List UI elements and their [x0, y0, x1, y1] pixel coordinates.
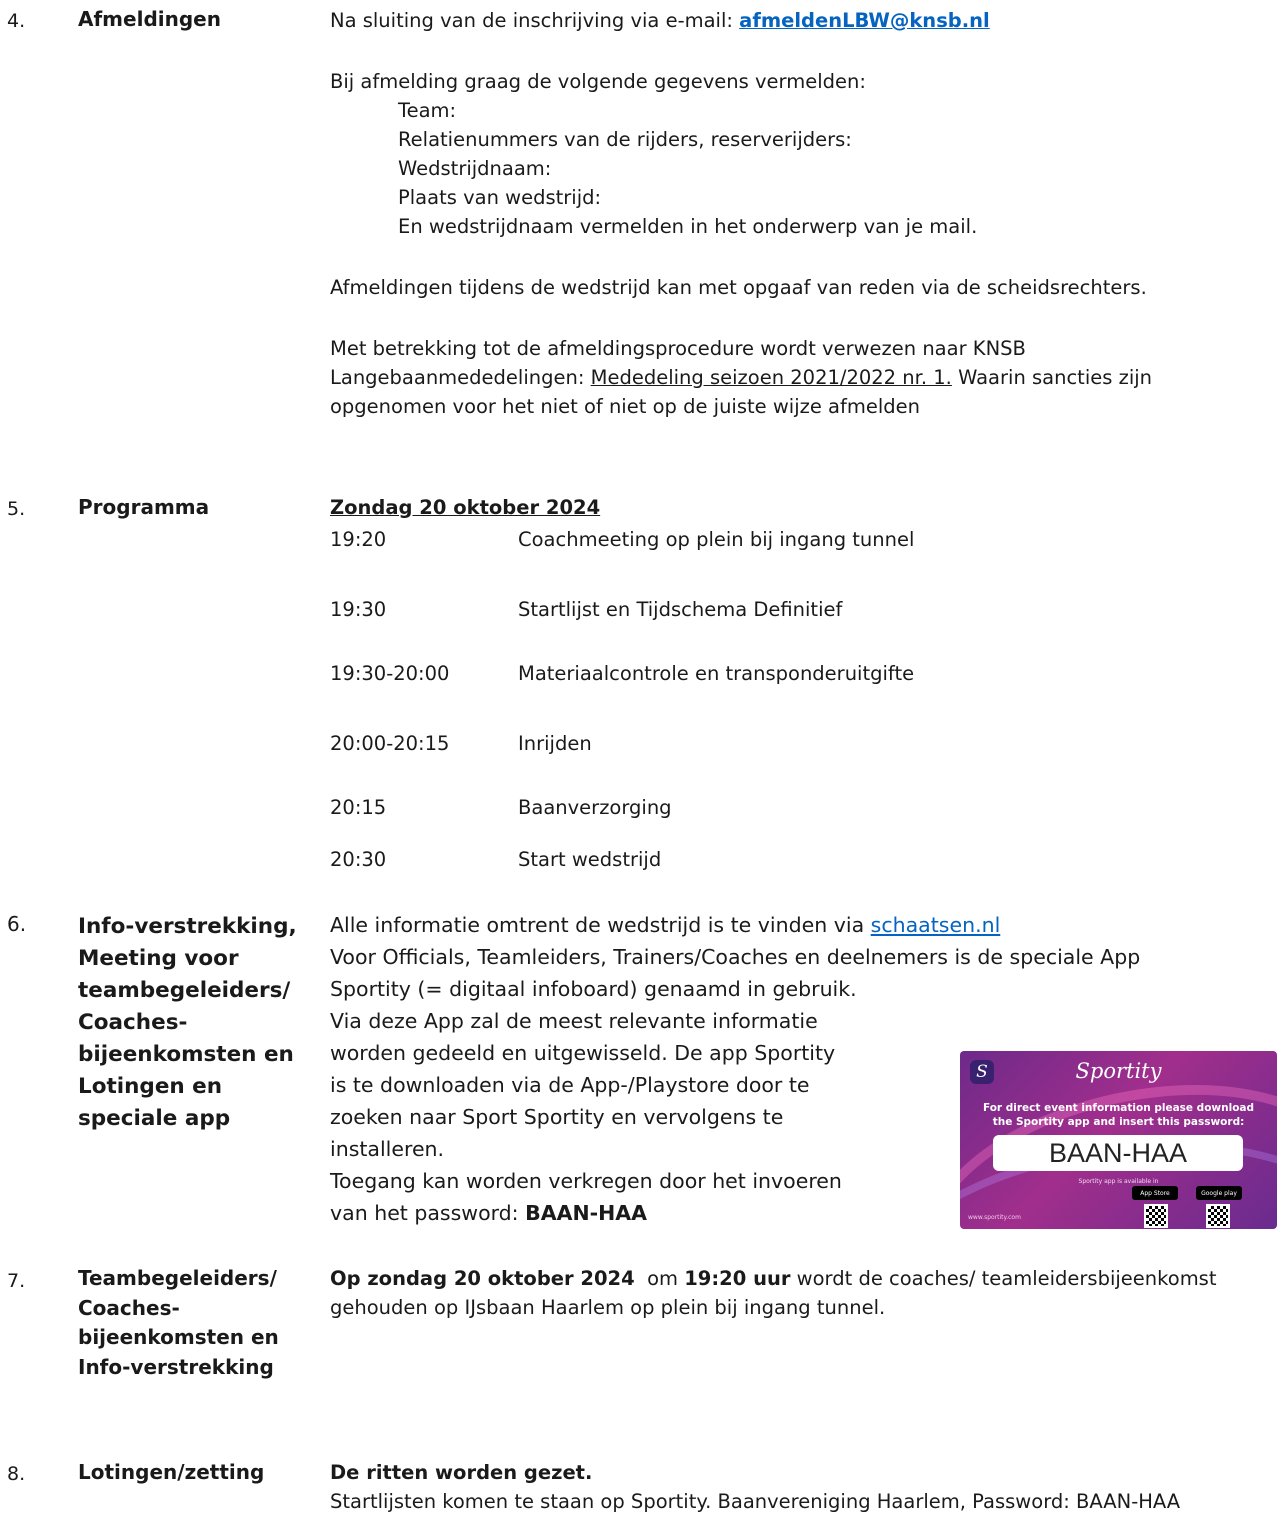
- password-text: BAAN-HAA: [525, 1201, 648, 1225]
- text-line: gehouden op IJsbaan Haarlem op plein bij ingang tunnel.: [330, 1296, 886, 1319]
- text-line: Met betrekking tot de afmeldingsprocedure wordt verwezen naar KNSB: [330, 337, 1026, 360]
- text: Waarin sancties zijn: [951, 366, 1153, 389]
- text-line: Toegang kan worden verkregen door het invoeren: [330, 1169, 842, 1193]
- text-line: opgenomen voor het niet of niet op de juiste wijze afmelden: [330, 395, 921, 418]
- section-number: 8.: [7, 1463, 26, 1485]
- title-line: Info-verstrekking,: [78, 914, 297, 939]
- qr-code-icon: [1206, 1204, 1230, 1228]
- section-number: 5.: [7, 498, 26, 520]
- section-title-block: [78, 911, 297, 1135]
- text-line: [330, 1267, 1217, 1290]
- detail-item: En wedstrijdnaam vermelden in het onderwerp van je mail.: [398, 215, 978, 238]
- card-info-line: For direct event information please download: [982, 1102, 1255, 1114]
- title-line: Info-verstrekking: [78, 1354, 274, 1379]
- section-number: 6.: [7, 912, 27, 936]
- sportity-card: [960, 1051, 1277, 1229]
- text-line: installeren.: [330, 1137, 445, 1161]
- section-title: Lotingen/zetting: [78, 1460, 265, 1484]
- title-line: Coaches-: [78, 1295, 180, 1320]
- section-number: 4.: [7, 10, 26, 32]
- title-line: Meeting voor: [78, 946, 239, 971]
- detail-item: Relatienummers van de rijders, reserverijders:: [398, 128, 852, 151]
- text-line: [330, 366, 1152, 389]
- title-line: Coaches-: [78, 1010, 188, 1035]
- app-store-badge: App Store: [1132, 1186, 1178, 1200]
- sportity-logo-icon: S: [970, 1060, 994, 1084]
- program-date: Zondag 20 oktober 2024: [330, 496, 601, 519]
- meeting-date: Op zondag 20 oktober 2024: [330, 1267, 635, 1290]
- title-line: Teambegeleiders/: [78, 1266, 277, 1290]
- section-title: Programma: [78, 495, 210, 519]
- text: wordt de coaches/ teamleidersbijeenkomst: [790, 1267, 1217, 1290]
- reference-link[interactable]: Mededeling seizoen 2021/2022 nr. 1.: [590, 366, 952, 389]
- text: Alle informatie omtrent de wedstrijd is te vinden via: [330, 913, 871, 937]
- program-desc: Start wedstrijd: [518, 848, 662, 871]
- text-line: worden gedeeld en uitgewisseld. De app Sportity: [330, 1041, 836, 1065]
- sportity-brand: Sportity: [1075, 1059, 1162, 1083]
- text-line: Sportity (= digitaal infoboard) genaamd in gebruik.: [330, 977, 857, 1001]
- card-website: www.sportity.com: [968, 1214, 1021, 1221]
- text-line: Bij afmelding graag de volgende gegevens vermelden:: [330, 70, 866, 93]
- program-desc: Baanverzorging: [518, 796, 672, 819]
- card-info: [960, 1101, 1277, 1129]
- google-play-badge: Google play: [1196, 1186, 1242, 1200]
- email-link[interactable]: afmeldenLBW@knsb.nl: [739, 9, 990, 32]
- program-desc: Coachmeeting op plein bij ingang tunnel: [518, 528, 915, 551]
- text-line: is te downloaden via de App-/Playstore door te: [330, 1073, 810, 1097]
- text-line: zoeken naar Sport Sportity en vervolgens te: [330, 1105, 784, 1129]
- detail-item: Wedstrijdnaam:: [398, 157, 552, 180]
- program-desc: Materiaalcontrole en transponderuitgifte: [518, 662, 915, 685]
- detail-item: Team:: [398, 99, 457, 122]
- text: om: [634, 1267, 685, 1290]
- section-title: Afmeldingen: [78, 7, 221, 31]
- section-number: 7.: [7, 1270, 26, 1292]
- program-time: 19:30-20:00: [330, 662, 450, 685]
- text-line: Via deze App zal de meest relevante informatie: [330, 1009, 818, 1033]
- program-time: 20:15: [330, 796, 387, 819]
- program-time: 19:30: [330, 598, 387, 621]
- text: Na sluiting van de inschrijving via e-mail:: [330, 9, 740, 32]
- card-password-box: BAAN-HAA: [993, 1135, 1243, 1171]
- detail-item: Plaats van wedstrijd:: [398, 186, 602, 209]
- section-title-block: [78, 1264, 279, 1382]
- program-desc: Startlijst en Tijdschema Definitief: [518, 598, 843, 621]
- meeting-time: 19:20 uur: [684, 1267, 791, 1290]
- title-line: teambegeleiders/: [78, 978, 291, 1003]
- text-line: Voor Officials, Teamleiders, Trainers/Coaches en deelnemers is de speciale App: [330, 945, 1141, 969]
- text-line: Afmeldingen tijdens de wedstrijd kan met opgaaf van reden via de scheidsrechters.: [330, 276, 1147, 299]
- schaatsen-link[interactable]: schaatsen.nl: [870, 913, 1001, 937]
- card-available-text: Sportity app is available in: [1078, 1178, 1159, 1185]
- title-line: speciale app: [78, 1106, 231, 1131]
- text-line: [330, 1201, 647, 1225]
- program-time: 20:00-20:15: [330, 732, 450, 755]
- text: Langebaanmededelingen:: [330, 366, 591, 389]
- qr-code-icon: [1144, 1204, 1168, 1228]
- card-info-line: the Sportity app and insert this password:: [992, 1116, 1245, 1128]
- text-line: Startlijsten komen te staan op Sportity. Baanvereniging Haarlem, Password: BAAN-HAA: [330, 1490, 1181, 1513]
- program-time: 19:20: [330, 528, 387, 551]
- text-line: [330, 913, 1000, 937]
- program-time: 20:30: [330, 848, 387, 871]
- title-line: Lotingen en: [78, 1074, 223, 1099]
- text-line: [330, 9, 990, 32]
- text-line: De ritten worden gezet.: [330, 1461, 593, 1484]
- title-line: bijeenkomsten en: [78, 1325, 279, 1349]
- program-desc: Inrijden: [518, 732, 592, 755]
- text: van het password:: [330, 1201, 526, 1225]
- title-line: bijeenkomsten en: [78, 1042, 294, 1067]
